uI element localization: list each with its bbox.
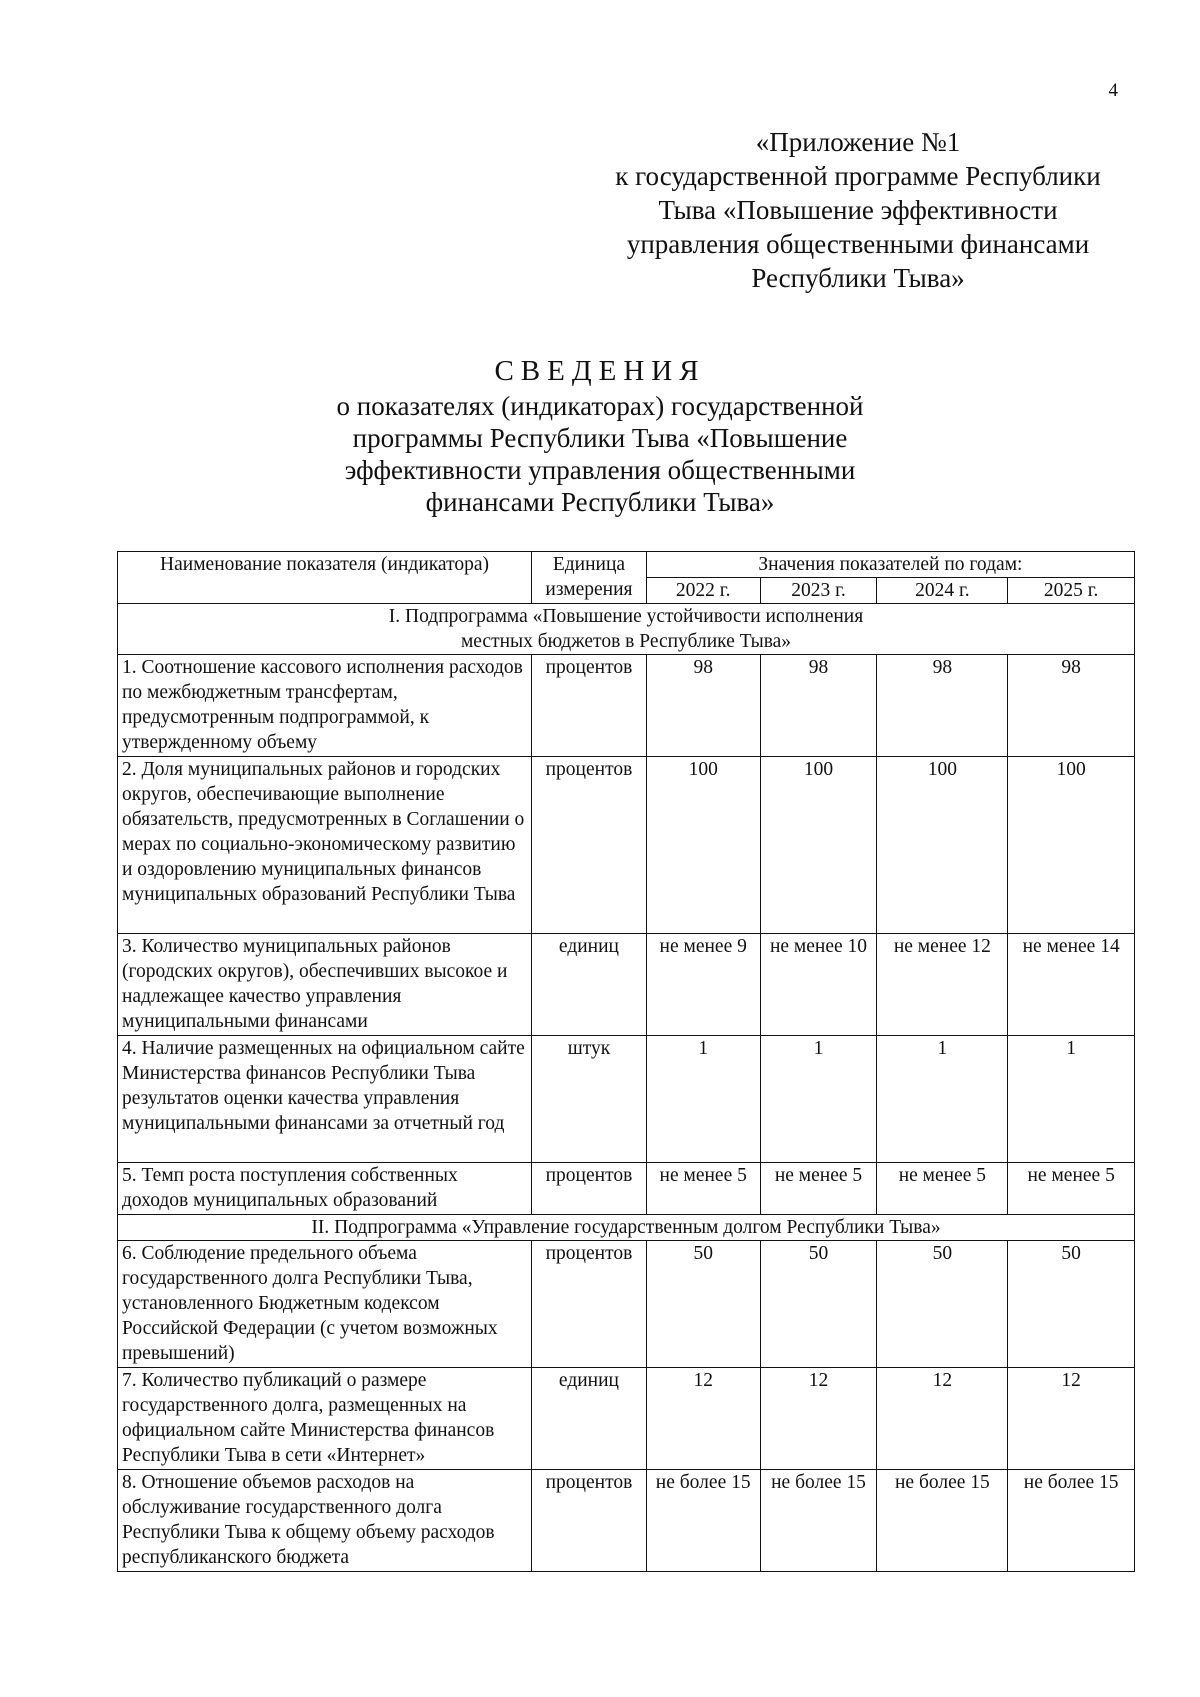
section-title-line: местных бюджетов в Республике Тыва»: [460, 631, 792, 652]
indicator-name: 4. Наличие размещенных на официальном сайте Министерства финансов Республики Тыва результатов оценки качества управления муниципальными финансами за отчетный год: [118, 1036, 532, 1163]
table-row: [118, 934, 1135, 1036]
indicator-unit: процентов: [532, 1163, 647, 1215]
indicator-value: 12: [1008, 1368, 1135, 1470]
table-row: [118, 1241, 1135, 1368]
header-unit-line: Единица: [552, 554, 626, 575]
table-row: [118, 1036, 1135, 1163]
indicator-value: 12: [877, 1368, 1008, 1470]
appendix-line: управления общественными финансами: [626, 229, 1090, 259]
indicator-name: 7. Количество публикаций о размере государственного долга, размещенных на официальном сайте Министерства финансов Республики Тыва в сети «Интернет»: [118, 1368, 532, 1470]
section-title: II. Подпрограмма «Управление государственным долгом Республики Тыва»: [118, 1215, 1135, 1241]
indicator-value: 100: [877, 757, 1008, 934]
indicator-value: не более 15: [760, 1470, 877, 1572]
indicator-value: 98: [877, 655, 1008, 757]
table-row: [118, 757, 1135, 934]
indicator-unit: процентов: [532, 1241, 647, 1368]
indicator-value: не менее 10: [760, 934, 877, 1036]
heading-line: финансами Республики Тыва»: [425, 487, 775, 517]
indicator-value: не менее 5: [1008, 1163, 1135, 1215]
indicator-value: не менее 12: [877, 934, 1008, 1036]
indicator-unit: процентов: [532, 757, 647, 934]
appendix-block: [588, 125, 1128, 295]
indicator-value: не менее 14: [1008, 934, 1135, 1036]
header-unit: [532, 552, 647, 604]
header-year: 2023 г.: [760, 578, 877, 604]
header-year: 2025 г.: [1008, 578, 1135, 604]
indicator-value: 50: [877, 1241, 1008, 1368]
table-row: [118, 1470, 1135, 1572]
indicator-value: 1: [1008, 1036, 1135, 1163]
page-number: 4: [1108, 80, 1118, 101]
header-year: 2022 г.: [646, 578, 760, 604]
indicator-value: не менее 5: [646, 1163, 760, 1215]
indicator-value: не менее 5: [877, 1163, 1008, 1215]
table-row: [118, 655, 1135, 757]
indicator-value: не менее 5: [760, 1163, 877, 1215]
indicator-value: 50: [1008, 1241, 1135, 1368]
appendix-line: Республики Тыва»: [751, 263, 965, 293]
table-row: [118, 1368, 1135, 1470]
indicator-value: 100: [1008, 757, 1135, 934]
indicator-value: не менее 9: [646, 934, 760, 1036]
document-heading: [220, 355, 980, 518]
section-title: [118, 604, 1135, 655]
indicator-name: 2. Доля муниципальных районов и городских округов, обеспечивающие выполнение обязательств, предусмотренных в Соглашении о мерах по социально-экономическому развитию и оздоровлению муниципальных финансов муниципальных образований Республики Тыва: [118, 757, 532, 934]
heading-line: программы Республики Тыва «Повышение: [352, 423, 848, 453]
header-indicator-name: Наименование показателя (индикатора): [118, 552, 532, 604]
section-title-line: I. Подпрограмма «Повышение устойчивости исполнения: [388, 606, 864, 627]
indicator-value: не более 15: [646, 1470, 760, 1572]
indicator-value: 100: [646, 757, 760, 934]
indicator-unit: процентов: [532, 1470, 647, 1572]
indicator-value: не более 15: [877, 1470, 1008, 1572]
heading-title: СВЕДЕНИЯ: [494, 355, 706, 387]
indicator-value: 98: [760, 655, 877, 757]
indicator-value: не более 15: [1008, 1470, 1135, 1572]
indicator-unit: единиц: [532, 1368, 647, 1470]
indicator-value: 12: [760, 1368, 877, 1470]
heading-line: эффективности управления общественными: [344, 455, 856, 485]
table-body: [118, 604, 1135, 1572]
indicator-value: 50: [646, 1241, 760, 1368]
appendix-line: Тыва «Повышение эффективности: [658, 195, 1058, 225]
indicator-value: 12: [646, 1368, 760, 1470]
indicator-unit: процентов: [532, 655, 647, 757]
indicator-name: 6. Соблюдение предельного объема государственного долга Республики Тыва, установленного Бюджетным кодексом Российской Федерации (с учетом возможных превышений): [118, 1241, 532, 1368]
indicator-value: 1: [646, 1036, 760, 1163]
indicator-unit: штук: [532, 1036, 647, 1163]
indicator-value: 98: [646, 655, 760, 757]
section-row: [118, 604, 1135, 655]
heading-line: о показателях (индикаторах) государственной: [336, 391, 864, 421]
indicator-name: 5. Темп роста поступления собственных доходов муниципальных образований: [118, 1163, 532, 1215]
indicator-value: 50: [760, 1241, 877, 1368]
indicator-value: 98: [1008, 655, 1135, 757]
indicator-value: 100: [760, 757, 877, 934]
indicator-value: 1: [760, 1036, 877, 1163]
table-header: [118, 552, 1135, 604]
header-values-by-year: Значения показателей по годам:: [646, 552, 1134, 578]
indicator-value: 1: [877, 1036, 1008, 1163]
header-unit-line: измерения: [545, 579, 633, 600]
appendix-line: к государственной программе Республики: [615, 161, 1101, 191]
header-year: 2024 г.: [877, 578, 1008, 604]
indicator-name: 3. Количество муниципальных районов (городских округов), обеспечивших высокое и надлежащее качество управления муниципальными финансами: [118, 934, 532, 1036]
indicators-table: [117, 551, 1135, 1572]
section-row: [118, 1215, 1135, 1241]
indicator-unit: единиц: [532, 934, 647, 1036]
indicator-name: 8. Отношение объемов расходов на обслуживание государственного долга Республики Тыва к общему объему расходов республиканского бюджета: [118, 1470, 532, 1572]
indicator-name: 1. Соотношение кассового исполнения расходов по межбюджетным трансфертам, предусмотренным подпрограммой, к утвержденному объему: [118, 655, 532, 757]
table-row: [118, 1163, 1135, 1215]
appendix-line: «Приложение №1: [755, 127, 961, 157]
